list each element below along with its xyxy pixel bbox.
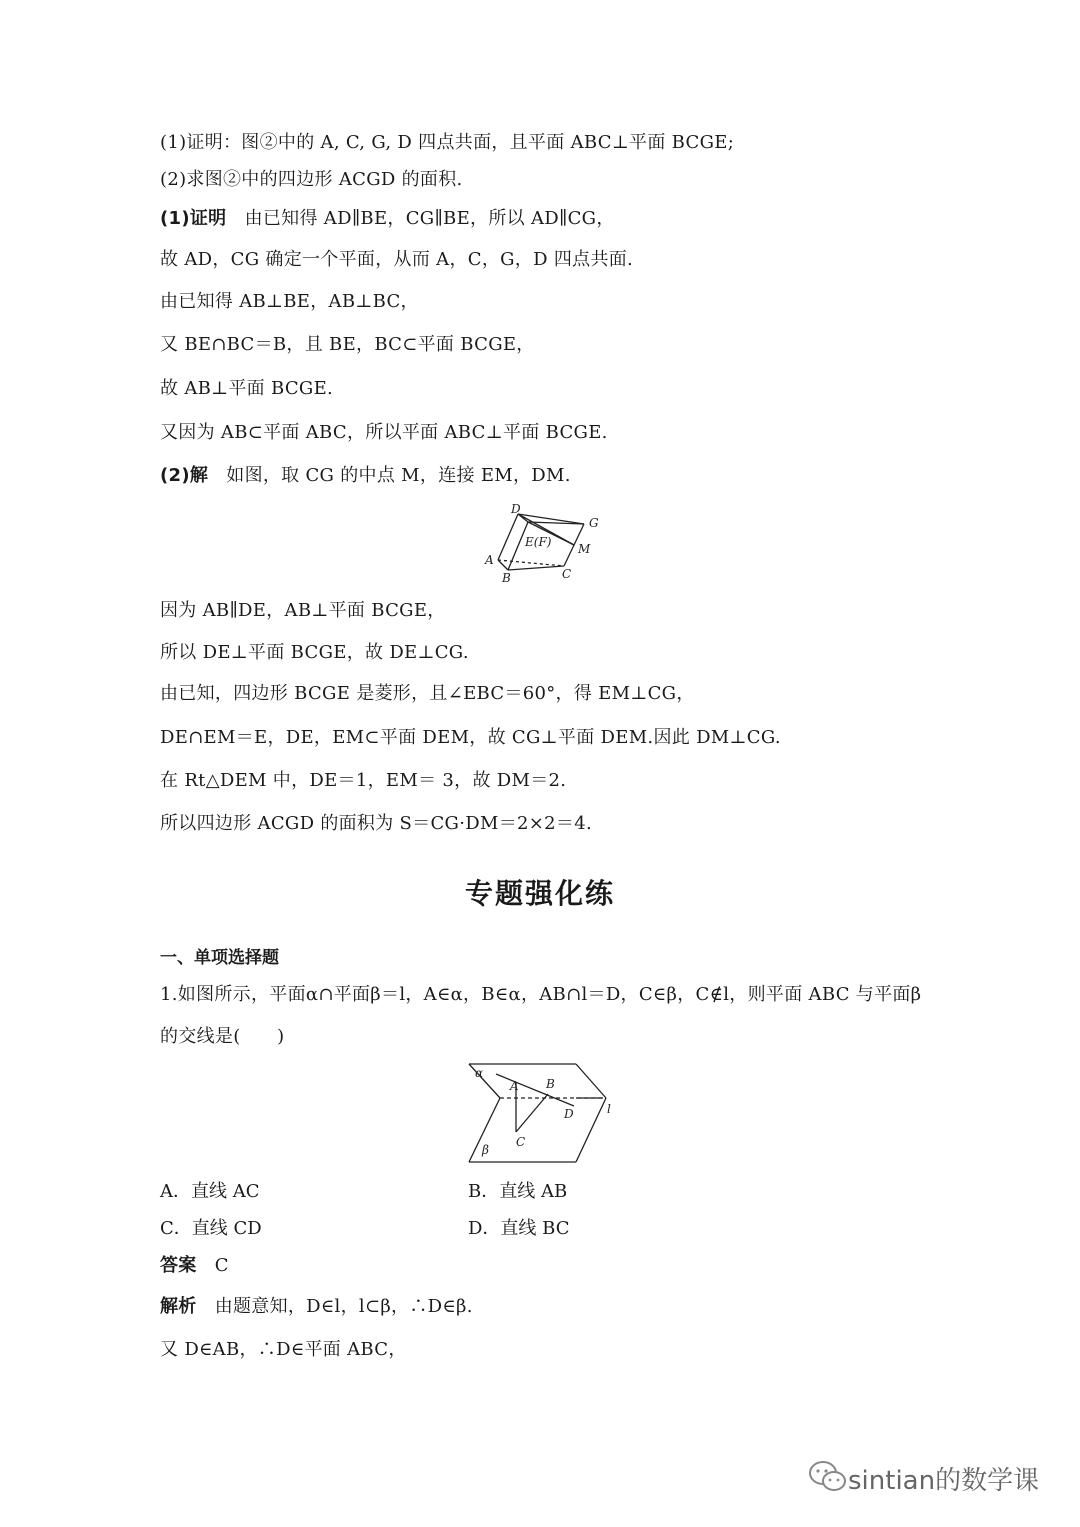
solution-line-6: 在 Rt△DEM 中，DE＝1，EM＝ 3，故 DM＝2. [160,770,567,791]
proof-line-6: 又因为 AB⊂平面 ABC，所以平面 ABC⊥平面 BCGE. [160,422,608,443]
proof-line-1 [160,207,615,231]
proof-line-3: 由已知得 AB⊥BE，AB⊥BC， [160,291,419,312]
solution-line-5: DE∩EM＝E，DE，EM⊂平面 DEM，故 CG⊥平面 DEM.因此 DM⊥CG. [160,727,781,748]
label-C: C [562,567,572,581]
line-AB [496,1074,574,1106]
plane-alpha-right [576,1064,606,1098]
solution-line-3: 所以 DE⊥平面 BCGE，故 DE⊥CG. [160,642,469,663]
label-D: D [564,1107,574,1121]
label-l: l [607,1102,611,1116]
watermark [800,1452,1060,1502]
proof-text: 由已知得 AD∥BE，CG∥BE，所以 AD∥CG， [244,208,615,229]
label-A: A [510,1079,519,1093]
analysis-text: 由题意知，D∈l，l⊂β，∴D∈β. [214,1296,473,1317]
prism-figure [478,500,608,590]
label-M: M [578,542,591,556]
analysis-label: 解析 [160,1296,197,1317]
solution-text: 如图，取 CG 的中点 M，连接 EM，DM. [226,465,571,486]
label-beta: β [482,1143,489,1157]
proof-line-2: 故 AD，CG 确定一个平面，从而 A，C，G，D 四点共面. [160,249,634,270]
label-G: G [589,516,599,530]
label-A: A [485,553,494,567]
proof-label: (1)证明 [160,208,227,229]
label-B: B [546,1077,555,1091]
option-b: B．直线 AB [468,1181,568,1202]
solution-line-2: 因为 AB∥DE，AB⊥平面 BCGE， [160,600,446,621]
analysis-line-1 [160,1295,473,1319]
edge-AB [498,560,508,570]
watermark-text: sintian的数学课 [848,1466,1040,1496]
solution-line-7: 所以四边形 ACGD 的面积为 S＝CG·DM＝2×2＝4. [160,813,592,834]
plane-beta-right [576,1098,606,1162]
edge-BC [508,566,564,570]
analysis-line-2: 又 D∈AB，∴D∈平面 ABC， [160,1339,407,1360]
planes-figure [466,1060,626,1168]
line-CB [516,1094,548,1132]
question-part-2: (2)求图②中的四边形 ACGD 的面积. [160,169,463,190]
solution-line-4: 由已知，四边形 BCGE 是菱形，且∠EBC＝60°，得 EM⊥CG， [160,683,695,704]
label-B: B [502,571,511,585]
section-heading: 一、单项选择题 [160,948,279,968]
proof-line-5: 故 AB⊥平面 BCGE. [160,378,334,399]
option-a: A．直线 AC [160,1181,260,1202]
solution-line-1 [160,464,571,488]
edge-AC [498,560,564,566]
label-D: D [511,502,521,516]
answer-label: 答案 [160,1255,197,1276]
option-c: C．直线 CD [160,1218,262,1239]
answer-value: C [214,1255,229,1276]
answer-line [160,1254,229,1278]
question-1-line-1: 1.如图所示，平面α∩平面β＝l，A∈α，B∈α，AB∩l＝D，C∈β，C∉l，则平面 ABC 与平面β [160,984,922,1005]
proof-line-4: 又 BE∩BC＝B，且 BE，BC⊂平面 BCGE， [160,334,535,355]
solution-label: (2)解 [160,465,209,486]
question-1-line-2: 的交线是( ) [160,1026,285,1047]
plane-alpha-left [469,1064,500,1098]
question-part-1: (1)证明：图②中的 A, C, G, D 四点共面，且平面 ABC⊥平面 BCGE; [160,132,735,153]
wechat-icon [808,1460,848,1494]
label-alpha: α [475,1066,484,1080]
label-EF: E(F) [525,535,552,549]
option-d: D．直线 BC [468,1218,570,1239]
label-C: C [516,1135,526,1149]
page-heading: 专题强化练 [464,877,615,910]
